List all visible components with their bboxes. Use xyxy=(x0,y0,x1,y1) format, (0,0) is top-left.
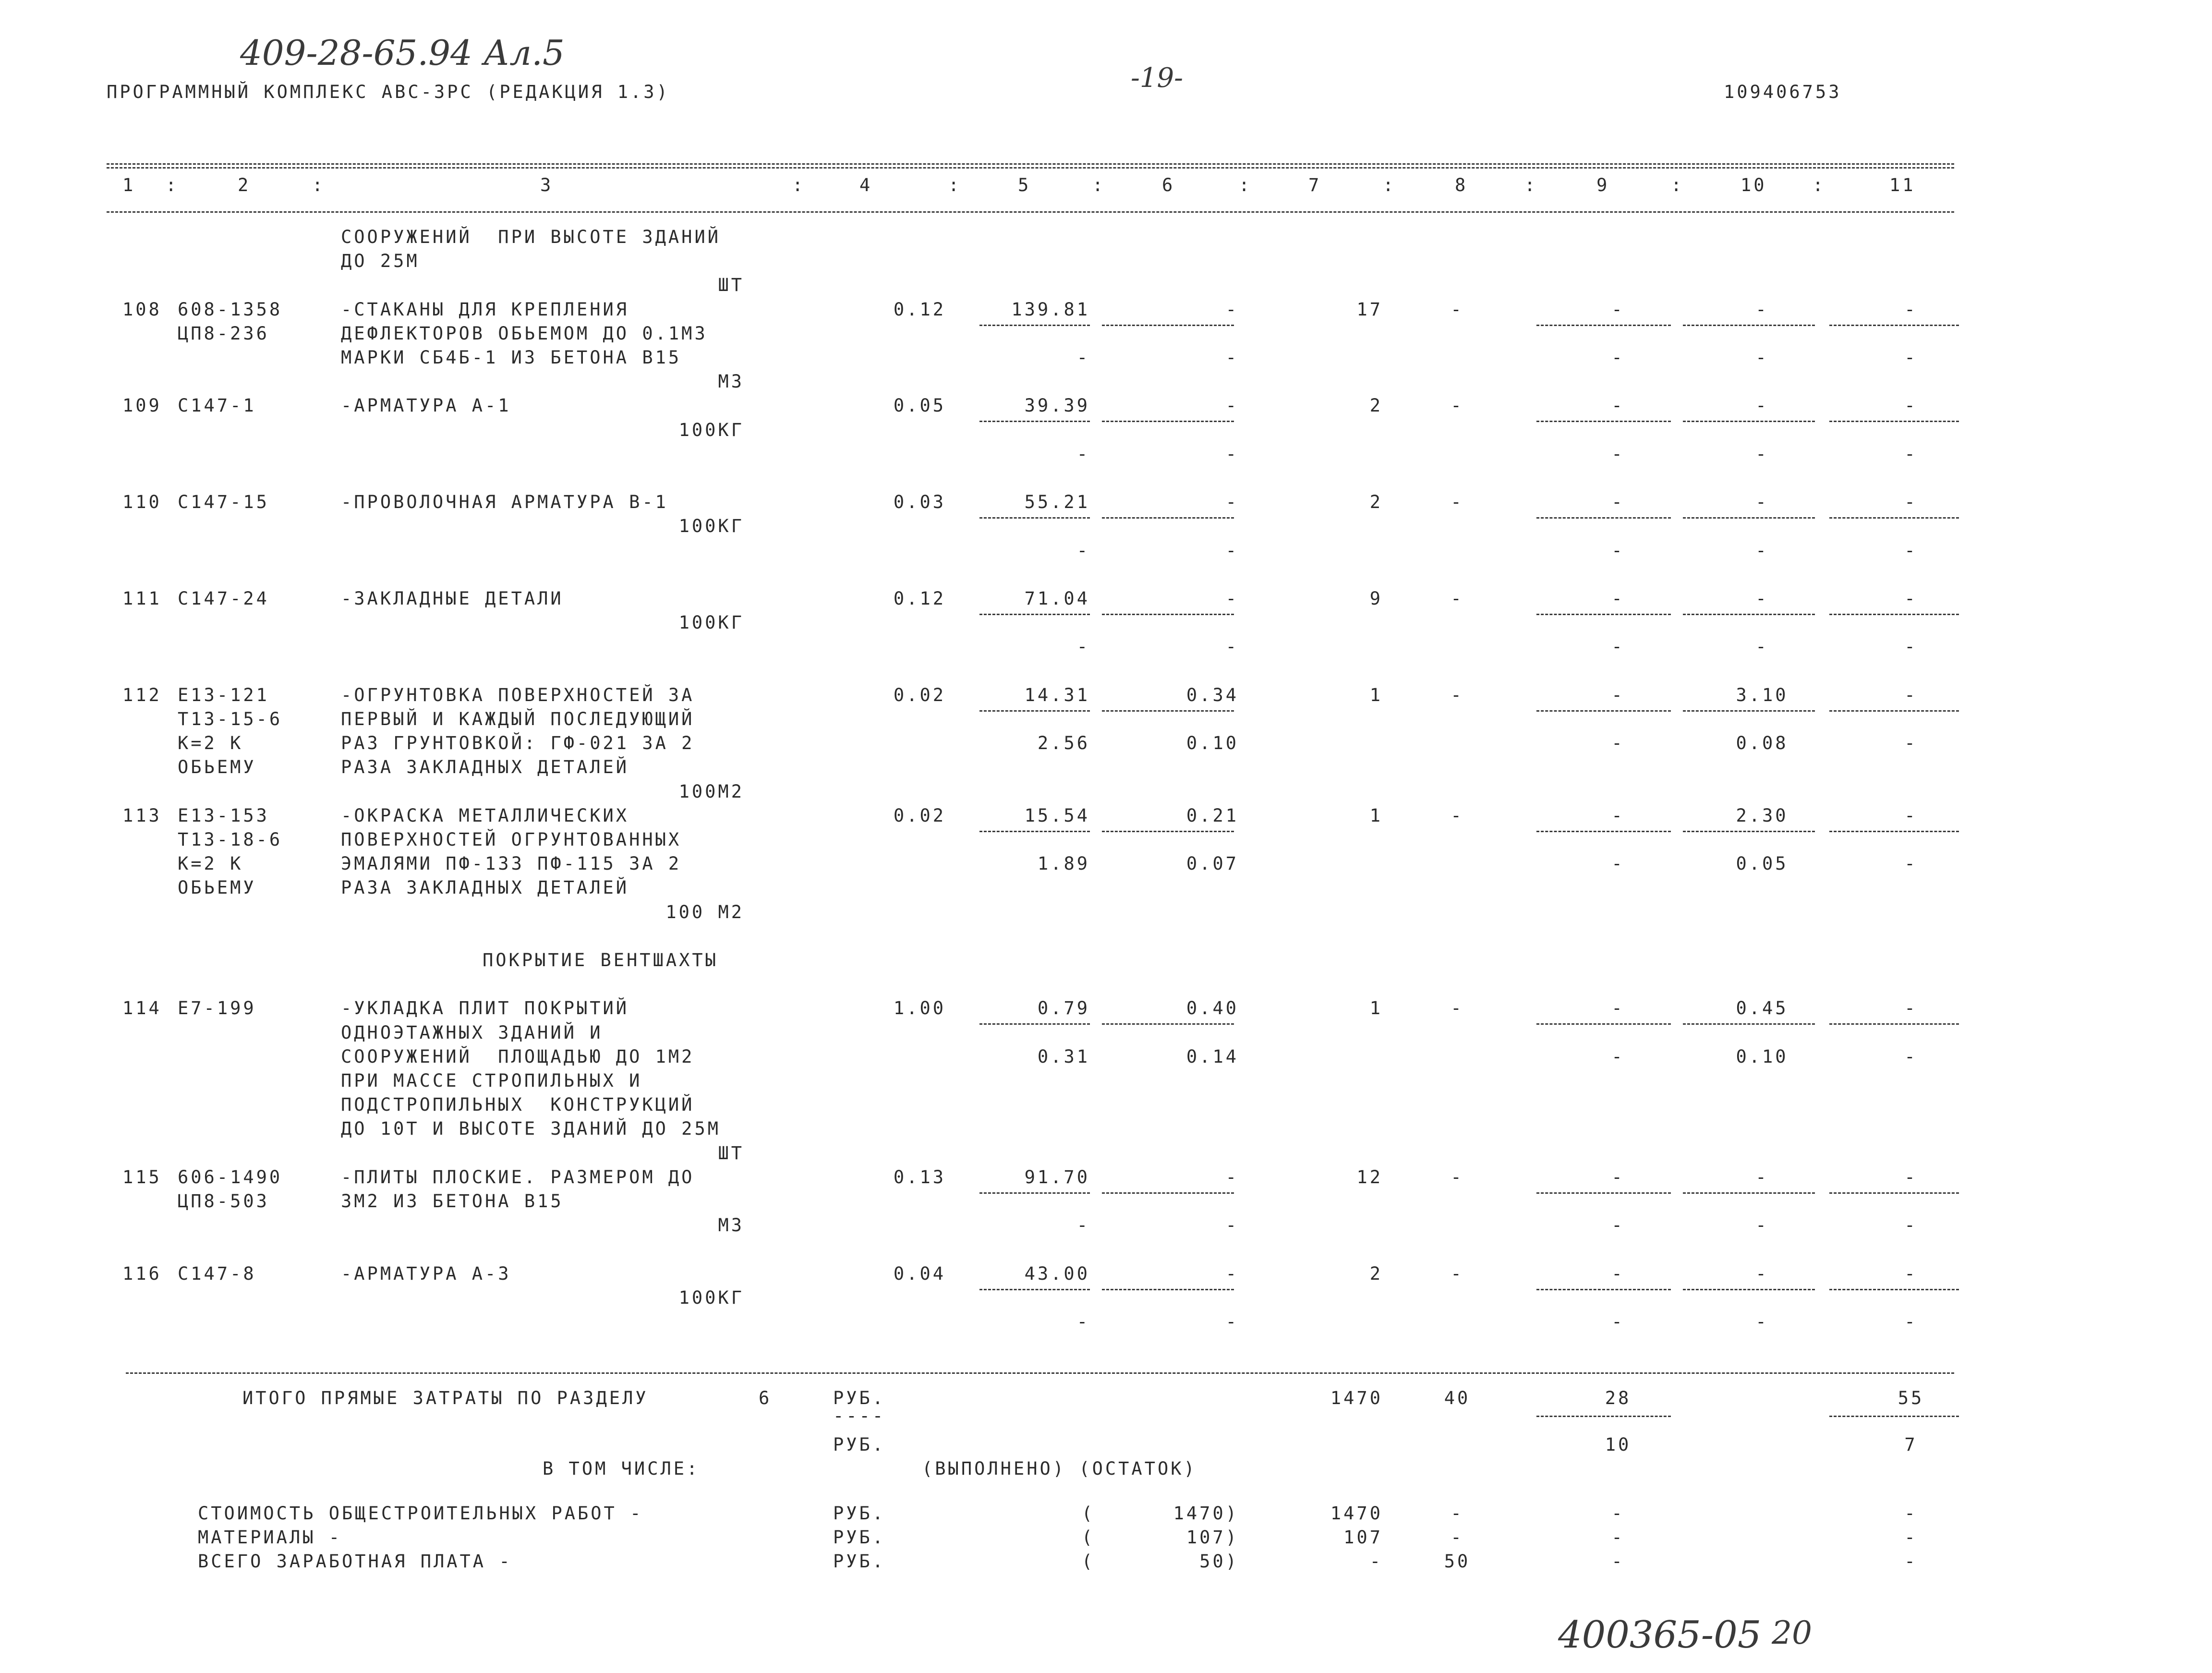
breakdown-c7: 1470 xyxy=(1330,1503,1383,1524)
cell-c3: -ЗАКЛАДНЫЕ ДЕТАЛИ xyxy=(341,588,564,609)
fraction-rule-c11 xyxy=(1829,1289,1959,1290)
cell-c3: -АРМАТУРА А-3 xyxy=(341,1263,511,1284)
cell-c11: - xyxy=(1904,1215,1918,1236)
totals-sep: ---- xyxy=(833,1406,886,1426)
cell-c9: - xyxy=(1611,540,1625,561)
fraction-rule-c11 xyxy=(1829,1192,1959,1194)
cell-c2: С147-24 xyxy=(178,588,269,609)
cell-c10: - xyxy=(1755,492,1769,513)
totals-c11: 55 xyxy=(1898,1388,1924,1408)
cell-c10: 3.10 xyxy=(1736,684,1789,705)
cell-c10: - xyxy=(1755,1215,1769,1236)
handwritten-page-mark: -19- xyxy=(1131,62,1184,94)
cell-c5: 0.79 xyxy=(1037,998,1090,1019)
cell-c11: - xyxy=(1904,1046,1918,1067)
cell-c3: ДО 10Т И ВЫСОТЕ ЗДАНИЙ ДО 25М xyxy=(341,1118,721,1140)
fraction-rule-c11 xyxy=(1829,421,1959,422)
fraction-rule-c9 xyxy=(1536,325,1671,326)
totals-section-no: 6 xyxy=(759,1388,772,1408)
cell-c9: - xyxy=(1611,1311,1625,1332)
totals-rule-c11 xyxy=(1829,1416,1959,1417)
cell-c11: - xyxy=(1904,684,1918,705)
cell-c6: - xyxy=(1225,395,1239,416)
handwritten-bottom-num: 20 xyxy=(1772,1614,1812,1651)
cell-c8: - xyxy=(1450,588,1464,609)
cell-c11: - xyxy=(1904,998,1918,1019)
cell-c5: 91.70 xyxy=(1024,1166,1090,1188)
totals-c11-b: 7 xyxy=(1904,1434,1918,1455)
cell-c9: - xyxy=(1611,347,1625,368)
cell-c9: - xyxy=(1611,684,1625,705)
fraction-rule-c9 xyxy=(1536,831,1671,832)
cell-c11: - xyxy=(1904,636,1918,657)
cell-c7: 2 xyxy=(1369,1263,1383,1284)
cell-c5: - xyxy=(1076,540,1090,561)
fraction-rule-c10 xyxy=(1683,1192,1815,1194)
cell-c2: 608-1358 xyxy=(178,299,283,320)
column-separator: : xyxy=(792,175,806,195)
cell-c9: - xyxy=(1611,636,1625,657)
cell-c9: - xyxy=(1611,733,1625,754)
breakdown-done: ( 1470) xyxy=(1081,1503,1239,1524)
fraction-rule-c9 xyxy=(1536,517,1671,519)
cell-c11: - xyxy=(1904,588,1918,609)
column-separator: : xyxy=(1383,175,1396,195)
unit-of-measure: 100КГ xyxy=(678,419,744,440)
column-separator: : xyxy=(1671,175,1684,195)
cell-c3: РАЗА ЗАКЛАДНЫХ ДЕТАЛЕЙ xyxy=(341,757,629,778)
cell-c11: - xyxy=(1904,299,1918,320)
cell-c3: -УКЛАДКА ПЛИТ ПОКРЫТИЙ xyxy=(341,998,629,1019)
cell-c5: 139.81 xyxy=(1011,299,1090,320)
cell-c4: 0.04 xyxy=(893,1263,946,1284)
fraction-rule-c6 xyxy=(1102,831,1234,832)
column-separator: : xyxy=(1239,175,1252,195)
cell-c2: Т13-18-6 xyxy=(178,829,283,850)
cell-c8: - xyxy=(1450,492,1464,513)
cell-c5: 14.31 xyxy=(1024,684,1090,705)
fraction-rule-c6 xyxy=(1102,421,1234,422)
cell-c3: РАЗ ГРУНТОВКОЙ: ГФ-021 ЗА 2 xyxy=(341,733,695,754)
totals-rub: РУБ. xyxy=(833,1388,886,1408)
cell-c11: - xyxy=(1904,395,1918,416)
breakdown-done: ( 50) xyxy=(1081,1551,1239,1572)
fraction-rule-c11 xyxy=(1829,517,1959,519)
cell-c2: С147-1 xyxy=(178,395,256,416)
cell-c6: - xyxy=(1225,588,1239,609)
cell-c5: 55.21 xyxy=(1024,492,1090,513)
cell-c10: - xyxy=(1755,1166,1769,1188)
fraction-rule-c5 xyxy=(979,1192,1090,1194)
cell-c3: МАРКИ СБ4Б-1 ИЗ БЕТОНА В15 xyxy=(341,347,682,368)
section-heading: ПОКРЫТИЕ ВЕНТШАХТЫ xyxy=(483,950,718,970)
cell-c8: - xyxy=(1450,299,1464,320)
cell-c10: - xyxy=(1755,1263,1769,1284)
cell-c10: - xyxy=(1755,347,1769,368)
cell-c3: ОДНОЭТАЖНЫХ ЗДАНИЙ И xyxy=(341,1022,603,1043)
document-number: 109406753 xyxy=(1724,82,1842,102)
breakdown-rub: РУБ. xyxy=(833,1551,886,1572)
cell-c10: 2.30 xyxy=(1736,805,1789,826)
cell-c4: 1.00 xyxy=(893,998,946,1019)
cell-c10: 0.10 xyxy=(1736,1046,1789,1067)
cell-c3: -ПРОВОЛОЧНАЯ АРМАТУРА В-1 xyxy=(341,492,668,513)
breakdown-c8: - xyxy=(1450,1527,1464,1548)
cell-c6: 0.14 xyxy=(1186,1046,1239,1067)
breakdown-c9: - xyxy=(1611,1503,1625,1524)
unit-of-measure: 100М2 xyxy=(678,781,744,802)
cell-c1: 114 xyxy=(122,998,162,1019)
cell-c6: - xyxy=(1225,443,1239,464)
cell-c3: -ОКРАСКА МЕТАЛЛИЧЕСКИХ xyxy=(341,805,629,826)
cell-c8: - xyxy=(1450,395,1464,416)
cell-c7: 2 xyxy=(1369,492,1383,513)
fraction-rule-c6 xyxy=(1102,1289,1234,1290)
cell-c7: 1 xyxy=(1369,805,1383,826)
column-header-2: 2 xyxy=(238,175,251,195)
cell-c7: 17 xyxy=(1356,299,1383,320)
column-separator: : xyxy=(1092,175,1106,195)
cell-c5: 15.54 xyxy=(1024,805,1090,826)
cell-c1: 109 xyxy=(122,395,162,416)
cell-c6: 0.07 xyxy=(1186,853,1239,874)
fraction-rule-c6 xyxy=(1102,1192,1234,1194)
breakdown-done: ( 107) xyxy=(1081,1527,1239,1548)
cell-c5: - xyxy=(1076,1311,1090,1332)
cell-c7: 9 xyxy=(1369,588,1383,609)
cell-c6: - xyxy=(1225,540,1239,561)
cell-c7: 12 xyxy=(1356,1166,1383,1188)
breakdown-c9: - xyxy=(1611,1551,1625,1572)
cell-c1: 116 xyxy=(122,1263,162,1284)
fraction-rule-c5 xyxy=(979,517,1090,519)
cell-c11: - xyxy=(1904,443,1918,464)
cell-c8: - xyxy=(1450,805,1464,826)
fraction-rule-c5 xyxy=(979,421,1090,422)
column-header-8: 8 xyxy=(1455,175,1468,195)
cell-c5: 0.31 xyxy=(1037,1046,1090,1067)
cell-c9: - xyxy=(1611,998,1625,1019)
fraction-rule-c10 xyxy=(1683,831,1815,832)
handwritten-bottom-code: 400365-05 xyxy=(1558,1613,1762,1657)
cell-c5: 2.56 xyxy=(1037,733,1090,754)
column-header-6: 6 xyxy=(1162,175,1175,195)
column-header-4: 4 xyxy=(859,175,873,195)
table-bottom-rule xyxy=(126,1372,1954,1374)
cell-c10: 0.45 xyxy=(1736,998,1789,1019)
cell-c3: СООРУЖЕНИЙ ПРИ ВЫСОТЕ ЗДАНИЙ xyxy=(341,227,721,247)
column-separator: : xyxy=(1813,175,1826,195)
fraction-rule-c9 xyxy=(1536,614,1671,615)
cell-c2: С147-15 xyxy=(178,492,269,513)
fraction-rule-c10 xyxy=(1683,710,1815,712)
cell-c11: - xyxy=(1904,1166,1918,1188)
cell-c6: - xyxy=(1225,1166,1239,1188)
cell-c7: 2 xyxy=(1369,395,1383,416)
cell-c5: 43.00 xyxy=(1024,1263,1090,1284)
breakdown-c7: 107 xyxy=(1343,1527,1383,1548)
handwritten-doc-code: 409-28-65.94 Ал.5 xyxy=(240,33,565,73)
cell-c4: 0.02 xyxy=(893,805,946,826)
cell-c6: - xyxy=(1225,299,1239,320)
cell-c9: - xyxy=(1611,1263,1625,1284)
cell-c3: -ОГРУНТОВКА ПОВЕРХНОСТЕЙ ЗА xyxy=(341,684,695,705)
cell-c11: - xyxy=(1904,1263,1918,1284)
fraction-rule-c10 xyxy=(1683,421,1815,422)
cell-c7: 1 xyxy=(1369,998,1383,1019)
table-top-rule-2 xyxy=(107,167,1954,169)
breakdown-c11: - xyxy=(1904,1503,1918,1524)
fraction-rule-c6 xyxy=(1102,1023,1234,1025)
cell-c3: ЭМАЛЯМИ ПФ-133 ПФ-115 ЗА 2 xyxy=(341,853,682,874)
unit-of-measure: ШТ xyxy=(718,275,744,296)
breakdown-label: ВСЕГО ЗАРАБОТНАЯ ПЛАТА - xyxy=(198,1551,512,1572)
cell-c3: ПЕРВЫЙ И КАЖДЫЙ ПОСЛЕДУЮЩИЙ xyxy=(341,709,695,729)
cell-c5: - xyxy=(1076,347,1090,368)
fraction-rule-c10 xyxy=(1683,517,1815,519)
cell-c6: - xyxy=(1225,1311,1239,1332)
cell-c5: - xyxy=(1076,1215,1090,1236)
cell-c3: РАЗА ЗАКЛАДНЫХ ДЕТАЛЕЙ xyxy=(341,877,629,898)
cell-c4: 0.12 xyxy=(893,588,946,609)
totals-rule-c9 xyxy=(1536,1416,1671,1417)
breakdown-c8: 50 xyxy=(1444,1551,1471,1572)
cell-c10: 0.08 xyxy=(1736,733,1789,754)
cell-c11: - xyxy=(1904,733,1918,754)
cell-c6: - xyxy=(1225,636,1239,657)
column-header-9: 9 xyxy=(1596,175,1610,195)
fraction-rule-c10 xyxy=(1683,1023,1815,1025)
cell-c11: - xyxy=(1904,492,1918,513)
fraction-rule-c11 xyxy=(1829,831,1959,832)
cell-c8: - xyxy=(1450,684,1464,705)
totals-rub-2: РУБ. xyxy=(833,1434,886,1455)
fraction-rule-c5 xyxy=(979,710,1090,712)
cell-c6: 0.21 xyxy=(1186,805,1239,826)
breakdown-rub: РУБ. xyxy=(833,1503,886,1524)
cell-c3: ПОДСТРОПИЛЬНЫХ КОНСТРУКЦИЙ xyxy=(341,1094,695,1115)
cell-c9: - xyxy=(1611,1215,1625,1236)
cell-c9: - xyxy=(1611,299,1625,320)
cell-c9: - xyxy=(1611,1166,1625,1188)
fraction-rule-c6 xyxy=(1102,614,1234,615)
cell-c5: 1.89 xyxy=(1037,853,1090,874)
cell-c6: 0.10 xyxy=(1186,733,1239,754)
cell-c2: ЦП8-236 xyxy=(178,323,269,344)
column-header-3: 3 xyxy=(540,175,554,195)
column-header-7: 7 xyxy=(1308,175,1322,195)
cell-c6: - xyxy=(1225,347,1239,368)
cell-c8: - xyxy=(1450,998,1464,1019)
unit-of-measure: 100КГ xyxy=(678,1287,744,1308)
cell-c3: ДО 25М xyxy=(341,251,420,272)
column-header-10: 10 xyxy=(1741,175,1767,195)
cell-c11: - xyxy=(1904,347,1918,368)
cell-c4: 0.12 xyxy=(893,299,946,320)
cell-c11: - xyxy=(1904,540,1918,561)
totals-c9: 28 xyxy=(1605,1388,1632,1408)
cell-c6: - xyxy=(1225,492,1239,513)
cell-c10: - xyxy=(1755,1311,1769,1332)
cell-c1: 111 xyxy=(122,588,162,609)
fraction-rule-c11 xyxy=(1829,614,1959,615)
cell-c11: - xyxy=(1904,1311,1918,1332)
breakdown-c8: - xyxy=(1450,1503,1464,1524)
totals-c7: 1470 xyxy=(1330,1388,1383,1408)
cell-c9: - xyxy=(1611,1046,1625,1067)
fraction-rule-c11 xyxy=(1829,1023,1959,1025)
cell-c8: - xyxy=(1450,1263,1464,1284)
breakdown-label: СТОИМОСТЬ ОБЩЕСТРОИТЕЛЬНЫХ РАБОТ - xyxy=(198,1503,643,1524)
cell-c10: 0.05 xyxy=(1736,853,1789,874)
totals-done-rest: (ВЫПОЛНЕНО) (ОСТАТОК) xyxy=(922,1458,1197,1479)
fraction-rule-c9 xyxy=(1536,1289,1671,1290)
cell-c2: Е13-153 xyxy=(178,805,269,826)
cell-c3: ПОВЕРХНОСТЕЙ ОГРУНТОВАННЫХ xyxy=(341,829,682,850)
cell-c2: Е7-199 xyxy=(178,998,256,1019)
fraction-rule-c9 xyxy=(1536,1023,1671,1025)
column-header-5: 5 xyxy=(1018,175,1031,195)
cell-c5: - xyxy=(1076,443,1090,464)
cell-c2: ЦП8-503 xyxy=(178,1191,269,1212)
column-header-11: 11 xyxy=(1889,175,1916,195)
header-bottom-rule xyxy=(107,211,1954,213)
cell-c3: 3М2 ИЗ БЕТОНА В15 xyxy=(341,1191,564,1212)
unit-of-measure: М3 xyxy=(718,371,744,392)
column-separator: : xyxy=(166,175,179,195)
cell-c10: - xyxy=(1755,443,1769,464)
cell-c2: ОБЬЕМУ xyxy=(178,877,256,898)
fraction-rule-c5 xyxy=(979,831,1090,832)
cell-c5: 71.04 xyxy=(1024,588,1090,609)
cell-c2: С147-8 xyxy=(178,1263,256,1284)
cell-c3: СООРУЖЕНИЙ ПЛОЩАДЬЮ ДО 1М2 xyxy=(341,1046,695,1067)
fraction-rule-c10 xyxy=(1683,325,1815,326)
program-title: ПРОГРАММНЫЙ КОМПЛЕКС АВС-ЗРС (РЕДАКЦИЯ 1.3) xyxy=(107,82,670,102)
fraction-rule-c11 xyxy=(1829,325,1959,326)
unit-of-measure: 100 М2 xyxy=(665,901,744,922)
unit-of-measure: 100КГ xyxy=(678,516,744,537)
totals-c8: 40 xyxy=(1444,1388,1471,1408)
cell-c1: 112 xyxy=(122,684,162,705)
totals-including: В ТОМ ЧИСЛЕ: xyxy=(543,1458,700,1479)
cell-c10: - xyxy=(1755,540,1769,561)
cell-c11: - xyxy=(1904,853,1918,874)
column-separator: : xyxy=(1524,175,1538,195)
totals-label: ИТОГО ПРЯМЫЕ ЗАТРАТЫ ПО РАЗДЕЛУ xyxy=(242,1388,649,1408)
cell-c9: - xyxy=(1611,395,1625,416)
fraction-rule-c9 xyxy=(1536,710,1671,712)
cell-c1: 115 xyxy=(122,1166,162,1188)
breakdown-c11: - xyxy=(1904,1527,1918,1548)
cell-c4: 0.13 xyxy=(893,1166,946,1188)
fraction-rule-c6 xyxy=(1102,325,1234,326)
fraction-rule-c5 xyxy=(979,614,1090,615)
cell-c2: ОБЬЕМУ xyxy=(178,757,256,778)
cell-c1: 110 xyxy=(122,492,162,513)
cell-c9: - xyxy=(1611,853,1625,874)
cell-c1: 113 xyxy=(122,805,162,826)
breakdown-c7: - xyxy=(1369,1551,1383,1572)
fraction-rule-c11 xyxy=(1829,710,1959,712)
breakdown-label: МАТЕРИАЛЫ - xyxy=(198,1527,342,1548)
cell-c5: 39.39 xyxy=(1024,395,1090,416)
fraction-rule-c10 xyxy=(1683,1289,1815,1290)
fraction-rule-c5 xyxy=(979,1289,1090,1290)
cell-c2: Т13-15-6 xyxy=(178,709,283,729)
cell-c9: - xyxy=(1611,492,1625,513)
cell-c2: Е13-121 xyxy=(178,684,269,705)
breakdown-c9: - xyxy=(1611,1527,1625,1548)
cell-c3: -ПЛИТЫ ПЛОСКИЕ. РАЗМЕРОМ ДО xyxy=(341,1166,695,1188)
cell-c6: - xyxy=(1225,1215,1239,1236)
cell-c10: - xyxy=(1755,636,1769,657)
fraction-rule-c6 xyxy=(1102,517,1234,519)
totals-c9-b: 10 xyxy=(1605,1434,1632,1455)
cell-c9: - xyxy=(1611,443,1625,464)
cell-c4: 0.05 xyxy=(893,395,946,416)
cell-c4: 0.02 xyxy=(893,684,946,705)
fraction-rule-c5 xyxy=(979,1023,1090,1025)
cell-c9: - xyxy=(1611,805,1625,826)
cell-c11: - xyxy=(1904,805,1918,826)
cell-c3: -СТАКАНЫ ДЛЯ КРЕПЛЕНИЯ xyxy=(341,299,629,320)
cell-c6: - xyxy=(1225,1263,1239,1284)
cell-c10: - xyxy=(1755,588,1769,609)
cell-c8: - xyxy=(1450,1166,1464,1188)
cell-c5: - xyxy=(1076,636,1090,657)
cell-c10: - xyxy=(1755,299,1769,320)
cell-c2: К=2 К xyxy=(178,853,243,874)
cell-c7: 1 xyxy=(1369,684,1383,705)
fraction-rule-c10 xyxy=(1683,614,1815,615)
table-top-rule xyxy=(107,163,1954,165)
cell-c2: 606-1490 xyxy=(178,1166,283,1188)
cell-c6: 0.34 xyxy=(1186,684,1239,705)
cell-c3: ПРИ МАССЕ СТРОПИЛЬНЫХ И xyxy=(341,1070,642,1091)
cell-c3: -АРМАТУРА А-1 xyxy=(341,395,511,416)
column-separator: : xyxy=(312,175,326,195)
cell-c4: 0.03 xyxy=(893,492,946,513)
cell-c10: - xyxy=(1755,395,1769,416)
breakdown-c11: - xyxy=(1904,1551,1918,1572)
unit-of-measure: 100КГ xyxy=(678,612,744,633)
column-header-1: 1 xyxy=(122,175,136,195)
cell-c3: ДЕФЛЕКТОРОВ ОБЬЕМОМ ДО 0.1М3 xyxy=(341,323,708,344)
cell-c1: 108 xyxy=(122,299,162,320)
column-separator: : xyxy=(948,175,962,195)
cell-c6: 0.40 xyxy=(1186,998,1239,1019)
cell-c9: - xyxy=(1611,588,1625,609)
fraction-rule-c5 xyxy=(979,325,1090,326)
fraction-rule-c9 xyxy=(1536,1192,1671,1194)
fraction-rule-c6 xyxy=(1102,710,1234,712)
fraction-rule-c9 xyxy=(1536,421,1671,422)
unit-of-measure: ШТ xyxy=(718,1142,744,1164)
breakdown-rub: РУБ. xyxy=(833,1527,886,1548)
cell-c2: К=2 К xyxy=(178,733,243,754)
unit-of-measure: М3 xyxy=(718,1215,744,1236)
